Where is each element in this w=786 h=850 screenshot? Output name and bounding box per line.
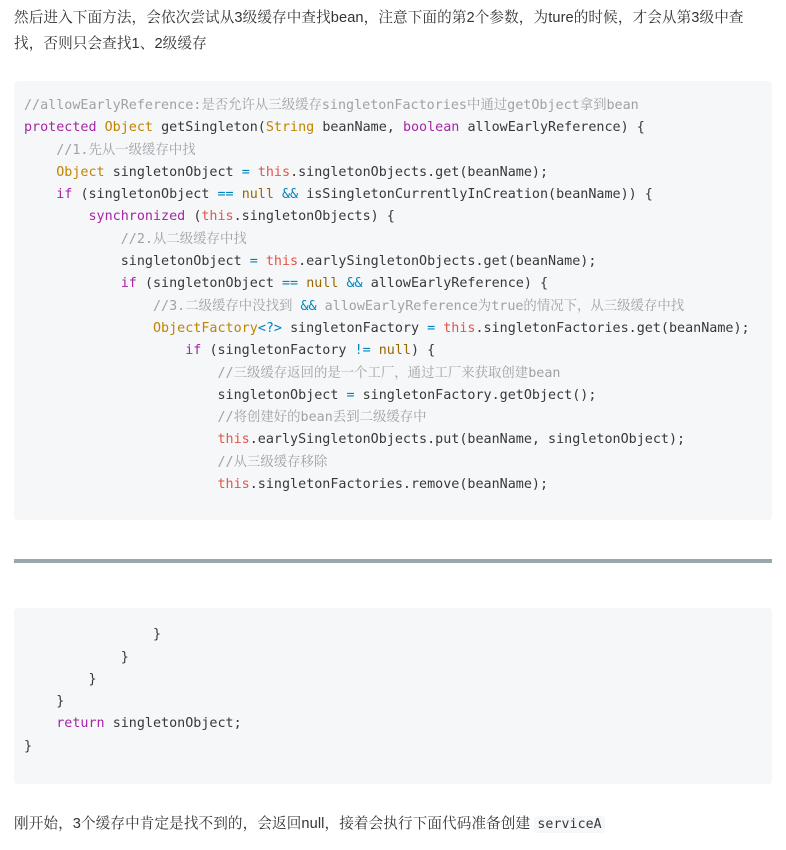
code-line-comment: //allowEarlyReference:是否允许从三级缓存singletonFactories中通过getObject拿到bean [24, 97, 639, 113]
code-block-singleton-lookup: //allowEarlyReference:是否允许从三级缓存singletonFactories中通过getObject拿到bean protected Object getSingleton(String beanName, boolean allowEarlyReference) { //1.先从一级缓存中找 Object singletonObject = this.singletonObjects.get(beanName); if (singletonObject == null && isSingletonCurrentlyInCreation(beanName)) { synchronized (this.singletonObjects) { //2.从二级缓存中找 singletonObject = this.earlySingletonObjects.get(beanName); if (singletonObject == null && allowEarlyReference) { //3.二级缓存中没找到 && allowEarlyReference为true的情况下，从三级缓存中找 ObjectFactory<?> singletonFactory = this.singletonFactories.get(beanName); if (singletonFactory != null) { //三级缓存返回的是一个工厂，通过工厂来获取创建bean singletonObject = singletonFactory.getObject(); //将创建好的bean丢到二级缓存中 this.earlySingletonObjects.put(beanName, singletonObject); //从三级缓存移除 this.singletonFactories.remove(beanName); [14, 81, 772, 520]
outro-paragraph [14, 784, 772, 850]
inline-code-servicea: serviceA [534, 816, 604, 833]
intro-paragraph: 然后进入下面方法，会依次尝试从3级缓存中查找bean，注意下面的第2个参数，为ture的时候，才会从第3级中查找，否则只会查找1、2级缓存 [14, 10, 744, 52]
spacer [14, 563, 772, 608]
code-block-closing-braces: } } } } return singletonObject; } [14, 608, 772, 784]
outro-text: 刚开始，3个缓存中肯定是找不到的，会返回null，接着会执行下面代码准备创建 [14, 816, 535, 833]
